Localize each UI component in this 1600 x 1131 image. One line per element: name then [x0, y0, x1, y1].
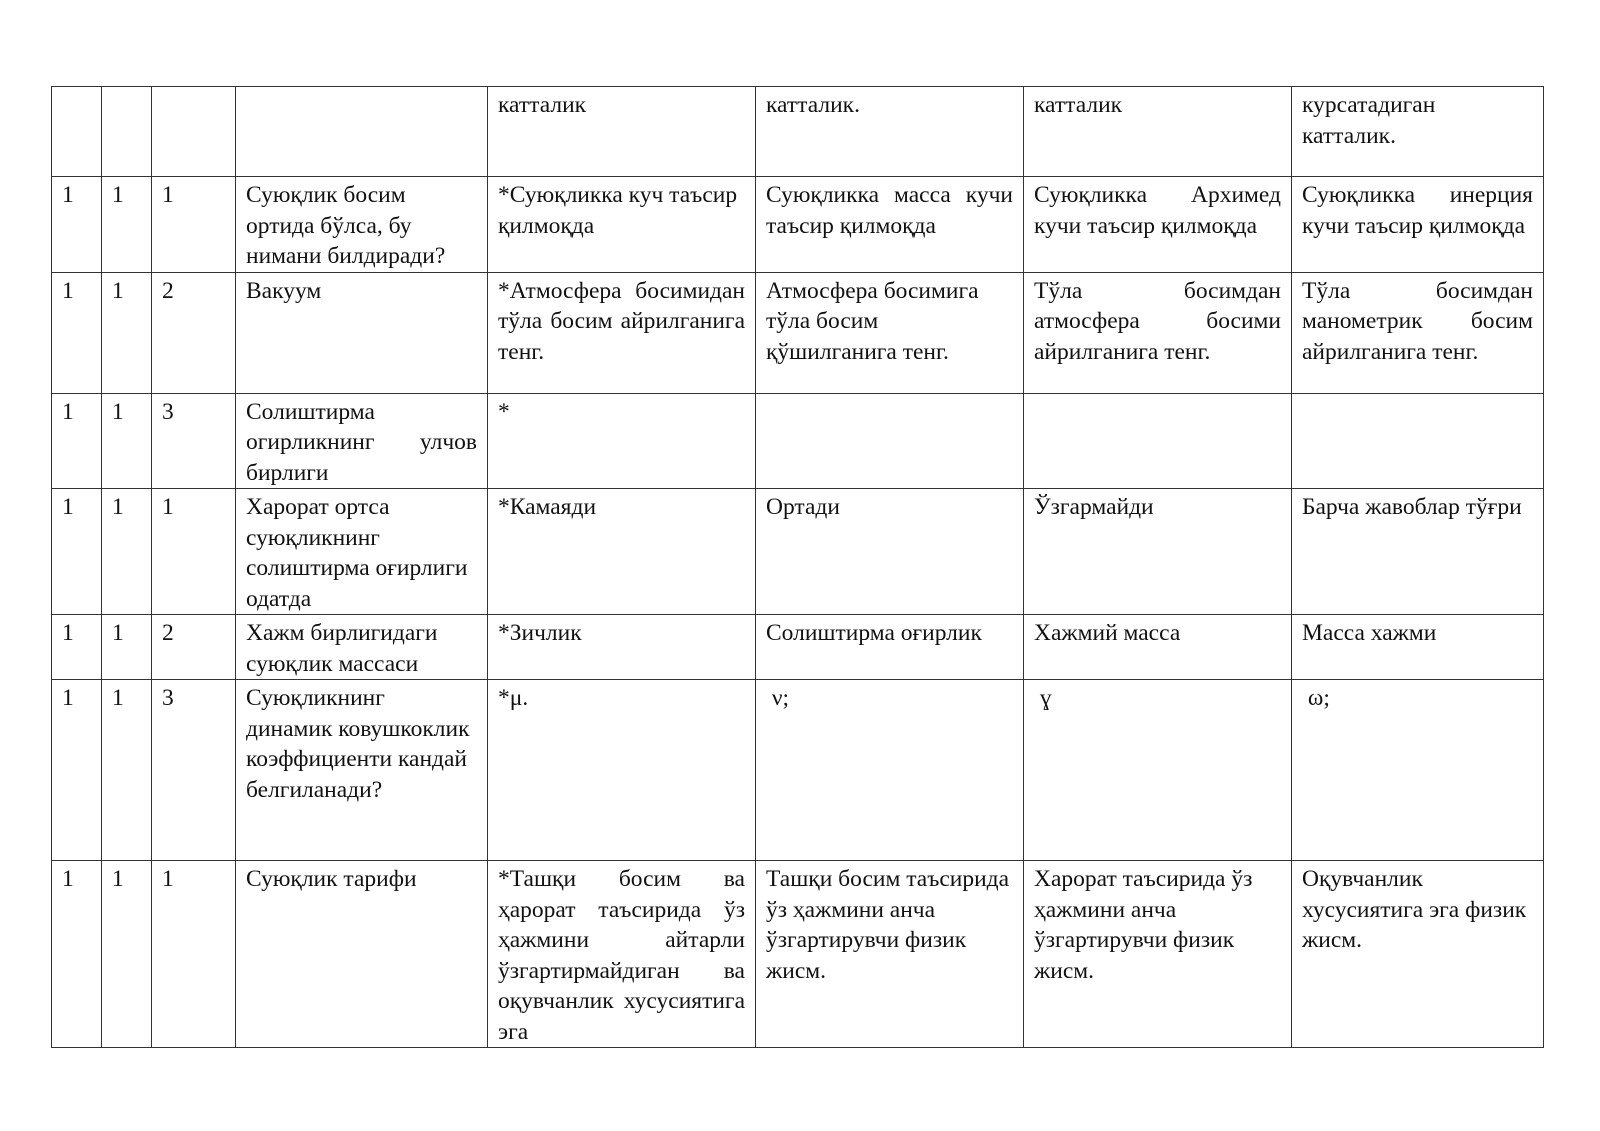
cell-question	[236, 87, 488, 177]
table-row	[52, 177, 1544, 273]
cell-index-1: 1	[52, 680, 102, 861]
cell-answer-d: Тўла босимдан манометрик босим айрилганига тенг.	[1292, 272, 1544, 393]
cell-question: Солиштирма огирликнинг улчов бирлиги	[236, 393, 488, 489]
cell-question: Хажм бирлигидаги суюқлик массаси	[236, 615, 488, 680]
cell-answer-correct: *Камаяди	[488, 489, 756, 615]
cell-index-3: 3	[152, 393, 236, 489]
cell-index-1: 1	[52, 489, 102, 615]
table-row	[52, 861, 1544, 1048]
cell-answer-c: Тўла босимдан атмосфера босими айрилганига тенг.	[1024, 272, 1292, 393]
cell-answer-d	[1292, 393, 1544, 489]
cell-answer-correct: *	[488, 393, 756, 489]
cell-answer-correct: *μ.	[488, 680, 756, 861]
cell-answer-b: катталик.	[756, 87, 1024, 177]
cell-answer-correct: *Атмосфера босимидан тўла босим айрилганига тенг.	[488, 272, 756, 393]
test-questions-table	[51, 86, 1544, 1048]
cell-answer-c: Ўзгармайди	[1024, 489, 1292, 615]
table-row	[52, 272, 1544, 393]
cell-answer-c: ɣ	[1024, 680, 1292, 861]
cell-index-2: 1	[102, 861, 152, 1048]
cell-answer-d: Масса хажми	[1292, 615, 1544, 680]
cell-answer-b: Ташқи босим таъсирида ўз ҳажмини анча ўзгартирувчи физик жисм.	[756, 861, 1024, 1048]
cell-question: Суюқликнинг динамик ковушкоклик коэффициенти кандай белгиланади?	[236, 680, 488, 861]
table-row	[52, 615, 1544, 680]
table-row	[52, 393, 1544, 489]
cell-index-2	[102, 87, 152, 177]
cell-answer-d: Оқувчанлик хусусиятига эга физик жисм.	[1292, 861, 1544, 1048]
cell-index-2: 1	[102, 489, 152, 615]
cell-index-2: 1	[102, 272, 152, 393]
cell-index-3: 1	[152, 861, 236, 1048]
cell-index-2: 1	[102, 177, 152, 273]
cell-answer-correct: *Суюқликка куч таъсир қилмоқда	[488, 177, 756, 273]
cell-answer-d: курсатадиган катталик.	[1292, 87, 1544, 177]
cell-answer-d: ω;	[1292, 680, 1544, 861]
cell-index-1: 1	[52, 861, 102, 1048]
cell-index-1: 1	[52, 615, 102, 680]
cell-question: Харорат ортса суюқликнинг солиштирма оғирлиги одатда	[236, 489, 488, 615]
cell-answer-c: Суюқликка Архимед кучи таъсир қилмоқда	[1024, 177, 1292, 273]
cell-index-2: 1	[102, 680, 152, 861]
cell-index-3: 2	[152, 615, 236, 680]
cell-answer-b: ν;	[756, 680, 1024, 861]
cell-index-3	[152, 87, 236, 177]
table-row	[52, 489, 1544, 615]
cell-index-2: 1	[102, 393, 152, 489]
cell-index-1: 1	[52, 177, 102, 273]
cell-index-3: 3	[152, 680, 236, 861]
cell-answer-correct: катталик	[488, 87, 756, 177]
cell-answer-b: Атмосфера босимига тўла босим қўшилганига тенг.	[756, 272, 1024, 393]
table-row	[52, 87, 1544, 177]
cell-index-2: 1	[102, 615, 152, 680]
table-row	[52, 680, 1544, 861]
cell-answer-c: Харорат таъсирида ўз ҳажмини анча ўзгартирувчи физик жисм.	[1024, 861, 1292, 1048]
cell-question: Суюқлик тарифи	[236, 861, 488, 1048]
cell-index-3: 2	[152, 272, 236, 393]
cell-question: Суюқлик босим ортида бўлса, бу нимани билдиради?	[236, 177, 488, 273]
cell-answer-c	[1024, 393, 1292, 489]
cell-answer-b: Суюқликка масса кучи таъсир қилмоқда	[756, 177, 1024, 273]
cell-answer-correct: *Ташқи босим ва ҳарорат таъсирида ўз ҳажмини айтарли ўзгартирмайдиган ва оқувчанлик хусусиятига эга	[488, 861, 756, 1048]
cell-index-3: 1	[152, 177, 236, 273]
cell-index-1	[52, 87, 102, 177]
cell-answer-b: Солиштирма оғирлик	[756, 615, 1024, 680]
cell-answer-d: Барча жавоблар тўғри	[1292, 489, 1544, 615]
cell-answer-b: Ортади	[756, 489, 1024, 615]
cell-answer-b	[756, 393, 1024, 489]
cell-answer-d: Суюқликка инерция кучи таъсир қилмоқда	[1292, 177, 1544, 273]
cell-index-1: 1	[52, 272, 102, 393]
cell-answer-c: катталик	[1024, 87, 1292, 177]
cell-answer-c: Хажмий масса	[1024, 615, 1292, 680]
cell-index-1: 1	[52, 393, 102, 489]
cell-question: Вакуум	[236, 272, 488, 393]
cell-index-3: 1	[152, 489, 236, 615]
cell-answer-correct: *Зичлик	[488, 615, 756, 680]
